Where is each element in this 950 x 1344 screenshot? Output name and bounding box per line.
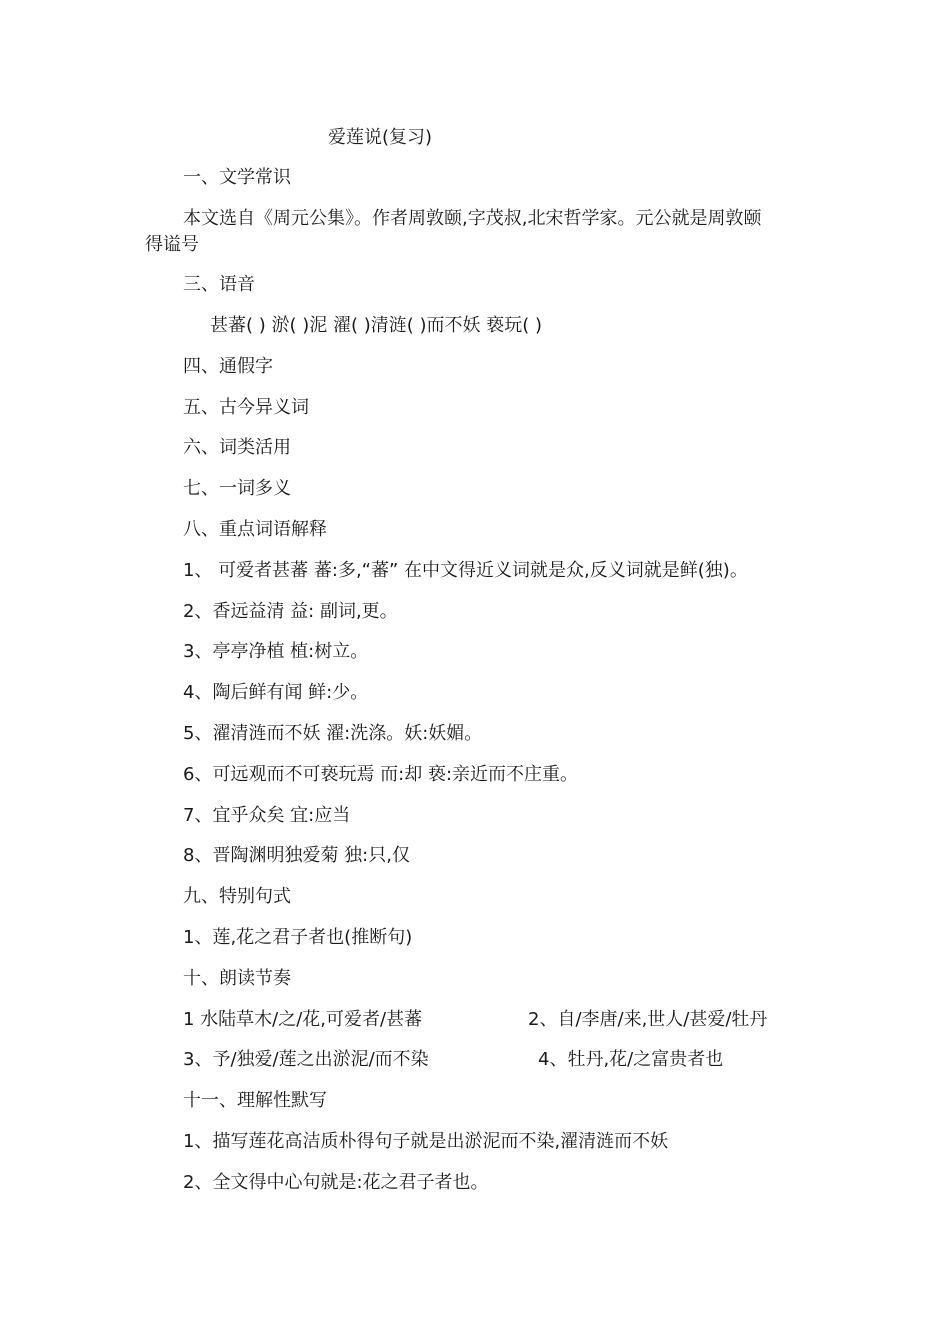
- heading-special-sentences: 九、特别句式: [183, 886, 291, 907]
- list-item: 8、晋陶渊明独爱菊 独:只,仅: [183, 845, 410, 866]
- list-item: 1、 可爱者甚蕃 蕃:多,“蕃” 在中文得近义词就是众,反义词就是鲜(独)。: [183, 560, 748, 581]
- heading-polysemy: 七、一词多义: [183, 478, 291, 499]
- list-item: 3、亭亭净植 植:树立。: [183, 641, 369, 662]
- document-title: 爱莲说(复习): [328, 127, 433, 148]
- list-item: 1、描写莲花高洁质朴得句子就是出淤泥而不染,濯清涟而不妖: [183, 1131, 669, 1152]
- rhythm-item: 4、牡丹,花/之富贵者也: [538, 1049, 724, 1070]
- rhythm-item: 2、自/李唐/来,世人/甚爱/牡丹: [528, 1009, 768, 1030]
- rhythm-item: 3、予/独爱/莲之出淤泥/而不染: [183, 1049, 429, 1070]
- paragraph-line: 得谥号: [145, 234, 199, 255]
- heading-reading-rhythm: 十、朗读节奏: [183, 968, 291, 989]
- list-item: 1、莲,花之君子者也(推断句): [183, 927, 413, 948]
- heading-comprehension-dictation: 十一、理解性默写: [183, 1090, 327, 1111]
- list-item: 7、宜乎众矣 宜:应当: [183, 805, 351, 826]
- list-item: 5、濯清涟而不妖 濯:洗涤。妖:妖媚。: [183, 723, 483, 744]
- heading-key-words: 八、重点词语解释: [183, 519, 327, 540]
- pronunciation-line: 甚蕃( ) 淤( )泥 濯( )清涟( )而不妖 亵玩( ): [210, 315, 542, 336]
- heading-pronunciation: 三、语音: [183, 274, 255, 295]
- list-item: 2、全文得中心句就是:花之君子者也。: [183, 1172, 489, 1193]
- list-item: 4、陶后鲜有闻 鲜:少。: [183, 682, 369, 703]
- list-item: 2、香远益清 益: 副词,更。: [183, 601, 398, 622]
- heading-literary-knowledge: 一、文学常识: [183, 167, 291, 188]
- paragraph-line: 本文选自《周元公集》。作者周敦颐,字茂叔,北宋哲学家。元公就是周敦颐: [183, 208, 762, 229]
- heading-loan-characters: 四、通假字: [183, 356, 273, 377]
- heading-ancient-modern-words: 五、古今异义词: [183, 397, 309, 418]
- heading-word-class-usage: 六、词类活用: [183, 437, 291, 458]
- rhythm-item: 1 水陆草木/之/花,可爱者/甚蕃: [183, 1009, 423, 1030]
- list-item: 6、可远观而不可亵玩焉 而:却 亵:亲近而不庄重。: [183, 764, 579, 785]
